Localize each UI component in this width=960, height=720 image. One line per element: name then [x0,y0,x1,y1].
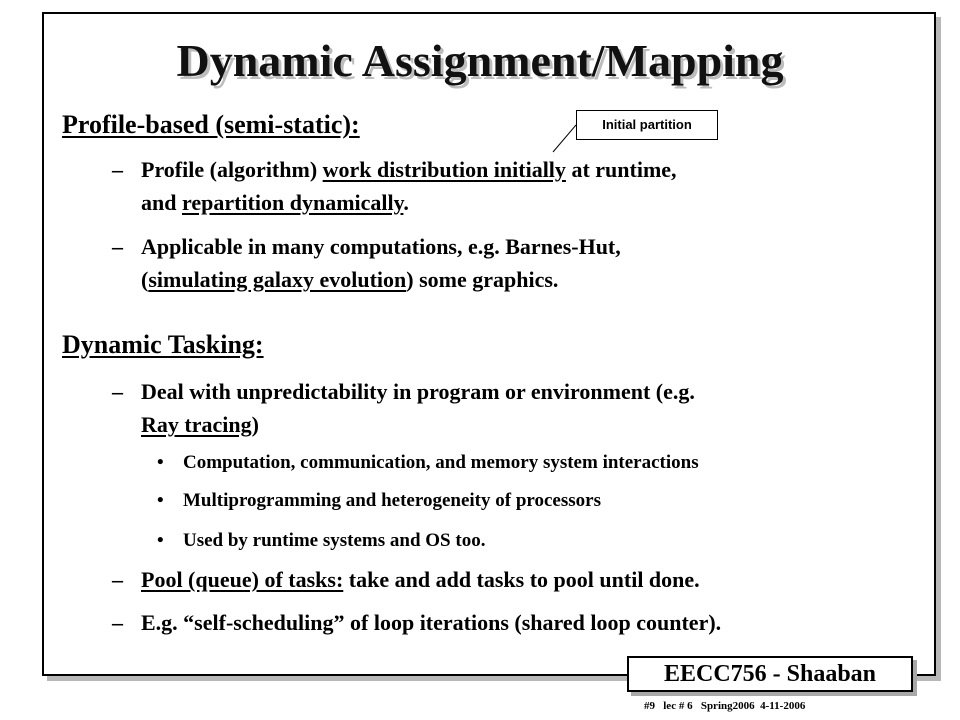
underlined-phrase: Pool (queue) of tasks: [141,567,344,592]
text-fragment: at runtime, [565,157,677,182]
text-fragment: Profile (algorithm) [141,157,323,182]
bullet-text: Multiprogramming and heterogeneity of processors [183,490,601,511]
self-scheduling-item [112,606,912,639]
bullet-marker: • [157,530,164,551]
bullet-item [157,529,937,553]
dash-marker: – [112,157,123,182]
pool-of-tasks-item [112,563,912,596]
underlined-phrase: Ray tracing [141,412,252,437]
profile-based-heading: Profile-based (semi-static): [62,110,360,139]
underlined-phrase: simulating galaxy evolution [148,267,407,292]
text-fragment: Applicable in many computations, e.g. Barnes-Hut, [141,234,621,259]
text-fragment: Deal with unpredictability in program or environment (e.g. [141,379,695,404]
underlined-phrase: repartition dynamically [181,190,404,215]
unpredictability-item [112,375,912,441]
bullet-text: Used by runtime systems and OS too. [183,530,486,551]
bullet-item [157,489,937,513]
initial-partition-callout: Initial partition [576,110,718,140]
dash-marker: – [112,234,123,259]
text-fragment: and [141,190,182,215]
dash-marker: – [112,567,123,592]
slide-title: Dynamic Assignment/Mapping [176,35,784,86]
underlined-phrase: work distribution initially [322,157,566,182]
text-fragment: ) [251,412,259,437]
text-fragment: . [403,190,409,215]
text-fragment: E.g. “self-scheduling” of loop iterations (shared loop counter). [141,610,722,635]
text-fragment: take and add tasks to pool until done. [343,567,700,592]
footer-lecture-info: #9 lec # 6 Spring2006 4-11-2006 [644,700,806,712]
brand-label: EECC756 - Shaaban [627,656,913,692]
dash-marker: – [112,379,123,404]
dynamic-tasking-heading: Dynamic Tasking: [62,330,264,359]
bullet-item [157,451,937,475]
text-fragment: ) some graphics. [406,267,559,292]
bullet-marker: • [157,490,164,511]
bullet-marker: • [157,452,164,473]
profile-algorithm-item [112,153,912,219]
text-fragment: ( [141,267,149,292]
dash-marker: – [112,610,123,635]
bullet-text: Computation, communication, and memory system interactions [183,452,699,473]
applicable-item [112,230,912,296]
